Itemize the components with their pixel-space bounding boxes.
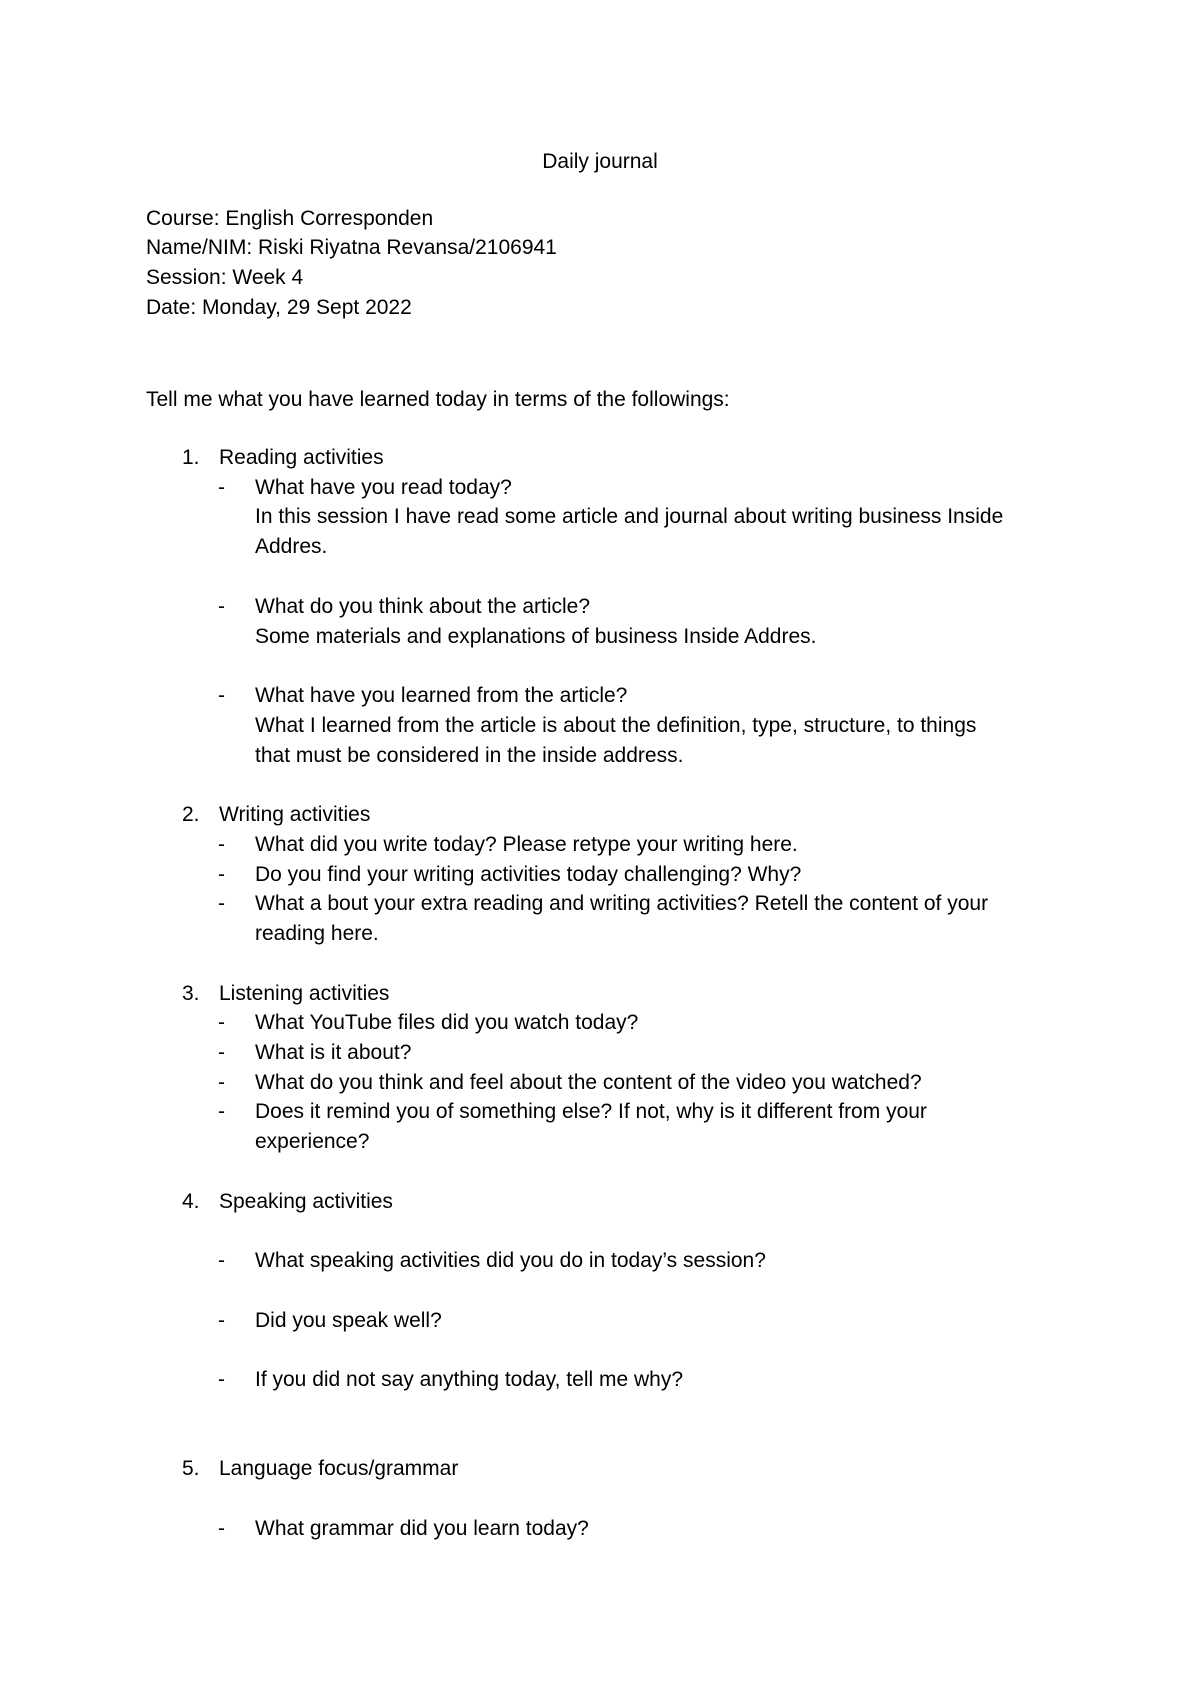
question: What grammar did you learn today? bbox=[255, 1517, 589, 1540]
bullet-dash: - bbox=[218, 476, 225, 499]
section-number: 4. bbox=[182, 1190, 200, 1213]
section-number: 5. bbox=[182, 1457, 200, 1480]
question: What have you read today? bbox=[255, 476, 512, 499]
question: What speaking activities did you do in today’s session? bbox=[255, 1249, 766, 1272]
question: What a bout your extra reading and writing activities? Retell the content of your bbox=[255, 892, 989, 915]
question: What did you write today? Please retype your writing here. bbox=[255, 833, 798, 856]
bullet-dash: - bbox=[218, 1071, 225, 1094]
section-title: Listening activities bbox=[219, 982, 390, 1005]
question: If you did not say anything today, tell me why? bbox=[255, 1368, 684, 1391]
bullet-dash: - bbox=[218, 1368, 225, 1391]
page-title: Daily journal bbox=[542, 150, 658, 173]
answer-line: What I learned from the article is about the definition, type, structure, to things bbox=[255, 714, 977, 737]
section-title: Writing activities bbox=[219, 803, 371, 826]
bullet-dash: - bbox=[218, 863, 225, 886]
question: Did you speak well? bbox=[255, 1309, 442, 1332]
bullet-dash: - bbox=[218, 595, 225, 618]
section-title: Language focus/grammar bbox=[219, 1457, 459, 1480]
name-line: Name/NIM: Riski Riyatna Revansa/2106941 bbox=[146, 236, 557, 259]
course-line: Course: English Corresponden bbox=[146, 207, 434, 230]
question: What do you think about the article? bbox=[255, 595, 591, 618]
section-number: 1. bbox=[182, 446, 200, 469]
session-line: Session: Week 4 bbox=[146, 266, 304, 289]
question-continuation: experience? bbox=[255, 1130, 370, 1153]
question: Do you find your writing activities today challenging? Why? bbox=[255, 863, 802, 886]
section-title: Reading activities bbox=[219, 446, 384, 469]
bullet-dash: - bbox=[218, 1309, 225, 1332]
bullet-dash: - bbox=[218, 1011, 225, 1034]
intro-line: Tell me what you have learned today in terms of the followings: bbox=[146, 388, 730, 411]
date-line: Date: Monday, 29 Sept 2022 bbox=[146, 296, 412, 319]
bullet-dash: - bbox=[218, 684, 225, 707]
bullet-dash: - bbox=[218, 892, 225, 915]
answer-line: that must be considered in the inside address. bbox=[255, 744, 684, 767]
bullet-dash: - bbox=[218, 1249, 225, 1272]
answer-line: Addres. bbox=[255, 535, 328, 558]
question-continuation: reading here. bbox=[255, 922, 379, 945]
bullet-dash: - bbox=[218, 1100, 225, 1123]
bullet-dash: - bbox=[218, 1041, 225, 1064]
answer-line: In this session I have read some article and journal about writing business Inside bbox=[255, 505, 1004, 528]
question: What is it about? bbox=[255, 1041, 412, 1064]
question: What have you learned from the article? bbox=[255, 684, 628, 707]
bullet-dash: - bbox=[218, 833, 225, 856]
section-title: Speaking activities bbox=[219, 1190, 393, 1213]
answer-line: Some materials and explanations of business Inside Addres. bbox=[255, 625, 817, 648]
section-number: 2. bbox=[182, 803, 200, 826]
section-number: 3. bbox=[182, 982, 200, 1005]
question: What YouTube files did you watch today? bbox=[255, 1011, 639, 1034]
question: Does it remind you of something else? If not, why is it different from your bbox=[255, 1100, 927, 1123]
bullet-dash: - bbox=[218, 1517, 225, 1540]
question: What do you think and feel about the content of the video you watched? bbox=[255, 1071, 922, 1094]
